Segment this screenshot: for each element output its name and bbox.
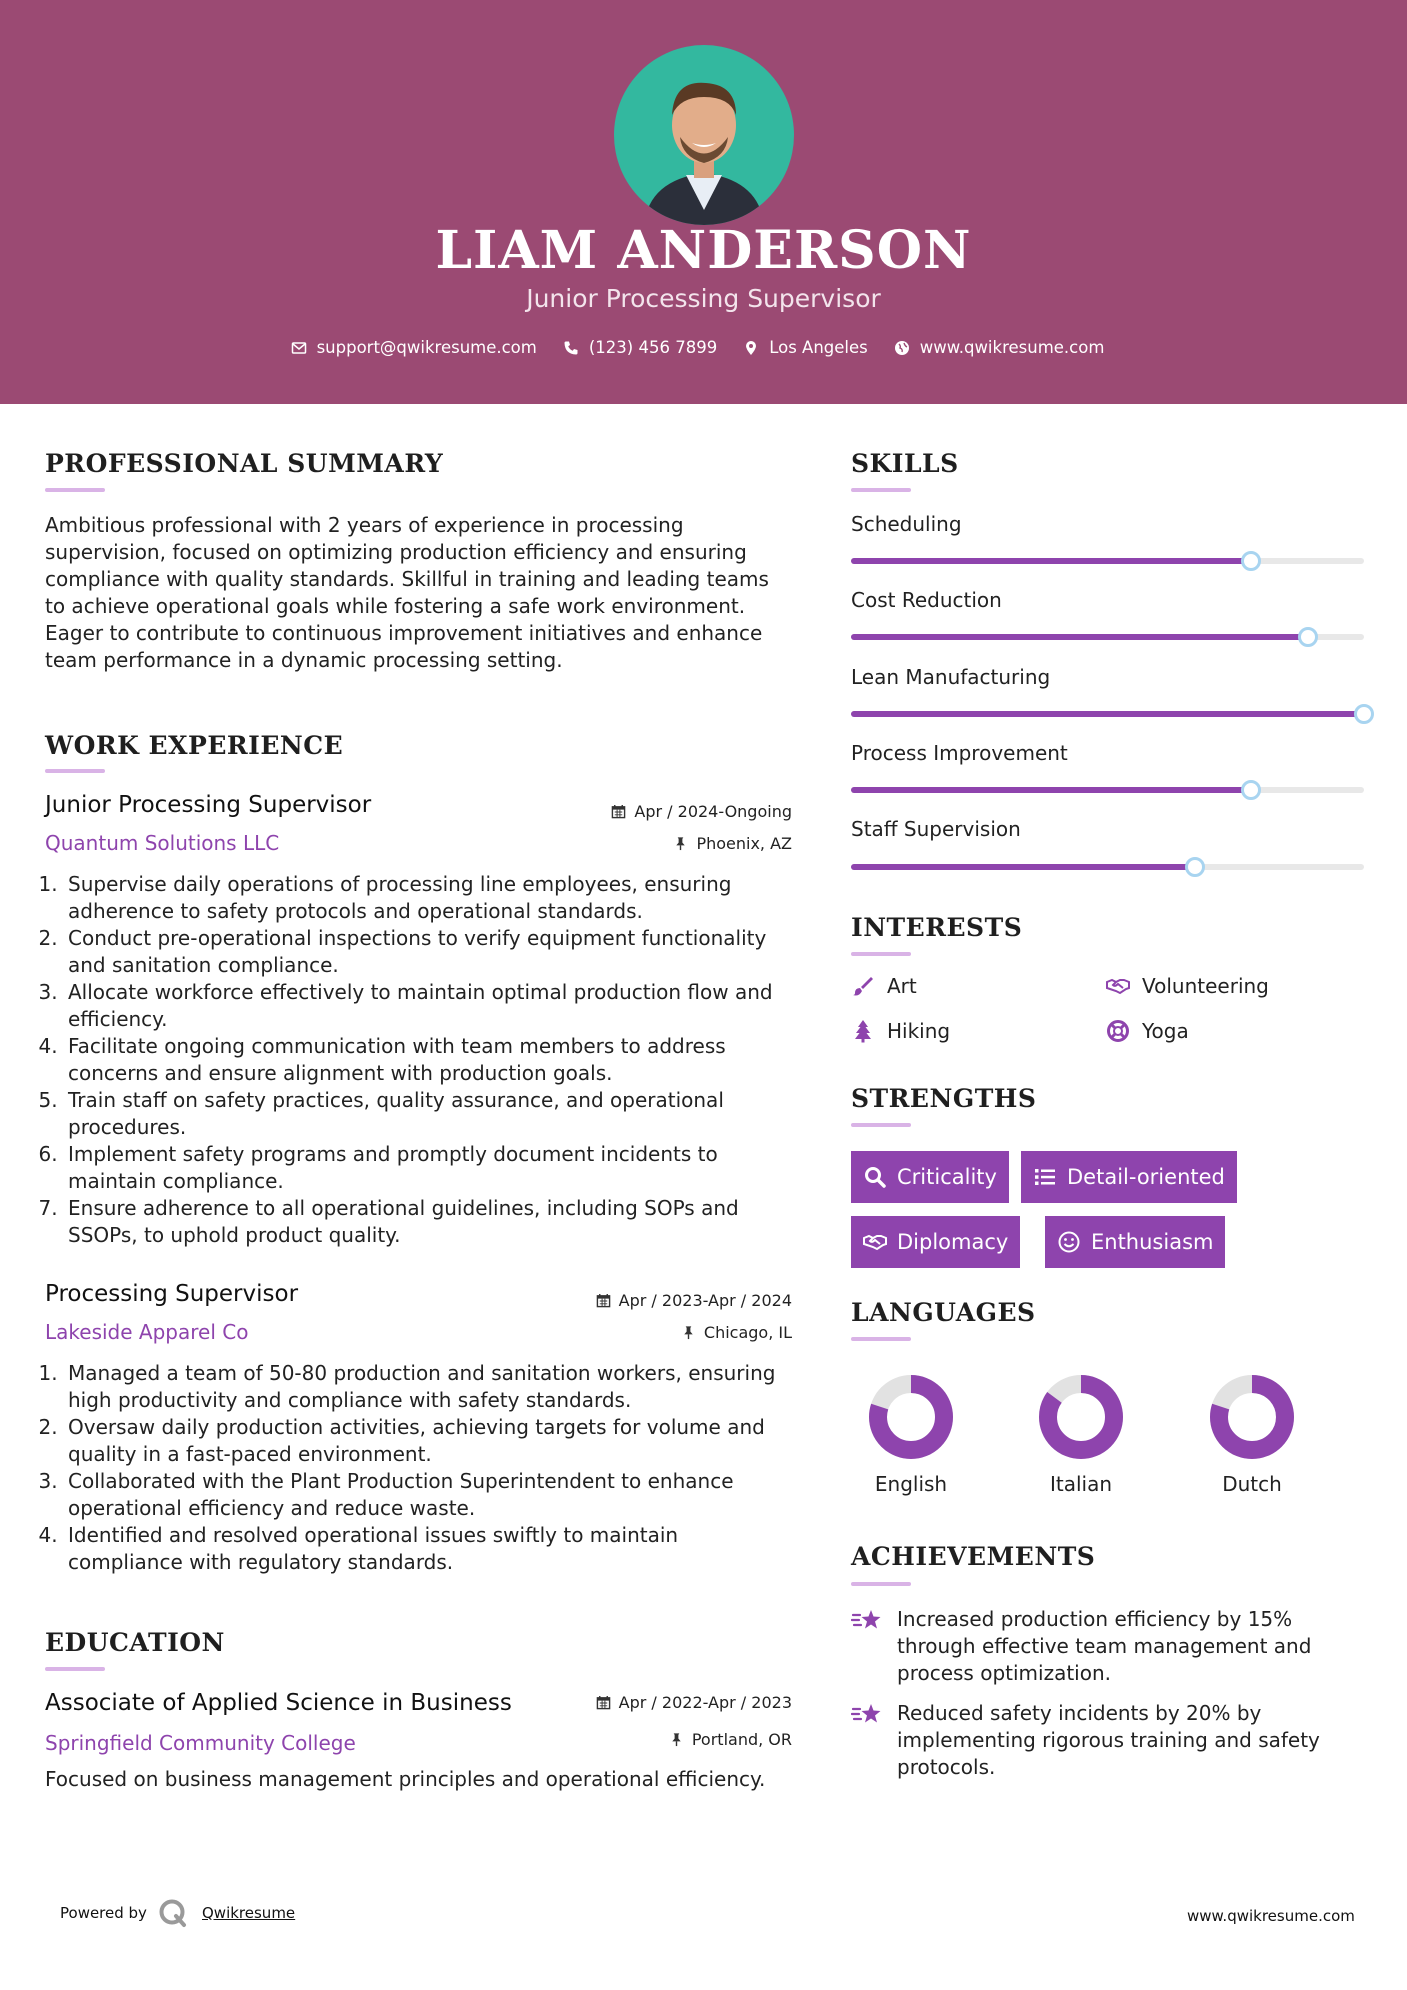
contact-location xyxy=(743,338,868,357)
header-banner xyxy=(0,0,1407,404)
pushpin-icon xyxy=(673,836,688,851)
list-item: 1. Supervise daily operations of processing line employees, ensuring adherence to safety protocols and operational standards. xyxy=(64,871,785,925)
calendar-icon xyxy=(596,1293,611,1308)
interest-item xyxy=(851,974,917,998)
experience-underline xyxy=(45,769,105,773)
job-company: Lakeside Apparel Co xyxy=(45,1320,249,1344)
contact-website[interactable] xyxy=(894,338,1105,357)
interest-label: Yoga xyxy=(1142,1019,1189,1043)
qwikresume-logo-icon xyxy=(158,1898,188,1928)
strength-badge xyxy=(1045,1216,1225,1268)
interests-underline xyxy=(851,952,911,956)
job-location xyxy=(500,1323,792,1342)
handshake-icon xyxy=(1106,974,1130,998)
skill-bar xyxy=(851,634,1364,640)
job-date-text: Apr / 2023-Apr / 2024 xyxy=(618,1291,792,1310)
skill-bar-knob xyxy=(1185,857,1205,877)
language-item xyxy=(1021,1372,1141,1496)
language-donut-chart xyxy=(1036,1372,1126,1462)
education-date xyxy=(500,1693,792,1712)
profile-photo xyxy=(614,45,794,225)
strength-label: Criticality xyxy=(897,1165,997,1189)
skill-bar-knob xyxy=(1298,627,1318,647)
skill-bar xyxy=(851,711,1364,717)
contact-phone[interactable] xyxy=(563,338,717,357)
strength-label: Enthusiasm xyxy=(1091,1230,1214,1254)
paintbrush-icon xyxy=(851,974,875,998)
job-date xyxy=(500,1291,792,1310)
achievement-text: Increased production efficiency by 15% through effective team management and process optimization. xyxy=(897,1607,1312,1685)
job-location-text: Phoenix, AZ xyxy=(696,834,792,853)
search-icon xyxy=(863,1165,887,1189)
strengths-heading: STRENGTHS xyxy=(851,1084,1037,1113)
interest-item xyxy=(1106,1019,1189,1043)
summary-underline xyxy=(45,488,105,492)
skill-bar-fill xyxy=(851,787,1251,793)
summary-text: Ambitious professional with 2 years of experience in processing supervision, focused on optimizing production efficiency and ensuring compliance with quality standards. Skillful in training and leading teams to achieve operational goals while fostering a safe work environment. Eager to contribute to continuous improvement initiatives and enhance team performance in a dynamic processing setting. xyxy=(45,513,769,672)
globe-icon xyxy=(894,340,910,356)
education-description: Focused on business management principles and operational efficiency. xyxy=(45,1767,766,1791)
job-date-text: Apr / 2024-Ongoing xyxy=(634,802,792,821)
interest-item xyxy=(1106,974,1269,998)
contact-bar xyxy=(0,338,1407,357)
skill-bar-fill xyxy=(851,558,1251,564)
skill-bar-fill xyxy=(851,634,1308,640)
strength-badge xyxy=(851,1151,1009,1203)
school-name: Springfield Community College xyxy=(45,1731,356,1755)
job-location-text: Chicago, IL xyxy=(703,1323,792,1342)
strength-badge xyxy=(851,1216,1020,1268)
envelope-icon xyxy=(291,340,307,356)
skill-bar-knob xyxy=(1241,780,1261,800)
education-location xyxy=(500,1730,792,1749)
language-label: English xyxy=(874,1472,948,1496)
skill-label: Staff Supervision xyxy=(851,817,1021,841)
job-company: Quantum Solutions LLC xyxy=(45,831,280,855)
calendar-icon xyxy=(611,804,626,819)
achievement-text: Reduced safety incidents by 20% by implementing rigorous training and safety protocols. xyxy=(897,1701,1320,1779)
candidate-title: Junior Processing Supervisor xyxy=(526,284,881,313)
languages-heading: LANGUAGES xyxy=(851,1298,1036,1327)
location-pin-icon xyxy=(743,340,759,356)
phone-icon xyxy=(563,340,579,356)
skills-heading: SKILLS xyxy=(851,449,959,478)
education-date-text: Apr / 2022-Apr / 2023 xyxy=(618,1693,792,1712)
language-item xyxy=(1192,1372,1312,1496)
experience-heading: WORK EXPERIENCE xyxy=(45,731,344,760)
skill-bar xyxy=(851,787,1364,793)
tree-icon xyxy=(851,1019,875,1043)
list-item: 5. Train staff on safety practices, quality assurance, and operational procedures. xyxy=(64,1087,785,1141)
language-label: Italian xyxy=(1049,1472,1113,1496)
strength-label: Detail-oriented xyxy=(1067,1165,1225,1189)
skill-bar-knob xyxy=(1241,551,1261,571)
job-date xyxy=(500,802,792,821)
degree-title: Associate of Applied Science in Business xyxy=(45,1690,512,1716)
job-title: Junior Processing Supervisor xyxy=(45,792,372,818)
language-item xyxy=(851,1372,971,1496)
skill-bar-fill xyxy=(851,864,1195,870)
language-donut-chart xyxy=(866,1372,956,1462)
handshake-icon xyxy=(863,1230,887,1254)
skill-bar-fill xyxy=(851,711,1364,717)
interest-label: Art xyxy=(887,974,917,998)
list-item: 4. Identified and resolved operational issues swiftly to maintain compliance with regulatory standards. xyxy=(64,1522,795,1576)
achievement-item xyxy=(851,1700,1351,1781)
achievement-item xyxy=(851,1606,1351,1687)
interest-label: Hiking xyxy=(887,1019,951,1043)
skill-bar xyxy=(851,558,1364,564)
list-item: 6. Implement safety programs and promptly document incidents to maintain compliance. xyxy=(64,1141,785,1195)
list-item: 3. Collaborated with the Plant Production Superintendent to enhance operational efficiency and reduce waste. xyxy=(64,1468,795,1522)
shooting-star-icon xyxy=(851,1698,883,1730)
pushpin-icon xyxy=(669,1732,684,1747)
strength-badge xyxy=(1021,1151,1237,1203)
calendar-icon xyxy=(596,1695,611,1710)
skill-label: Process Improvement xyxy=(851,741,1068,765)
qwikresume-link[interactable]: Qwikresume xyxy=(202,1904,296,1922)
contact-email[interactable] xyxy=(291,338,537,357)
contact-email-text: support@qwikresume.com xyxy=(316,338,537,357)
strengths-underline xyxy=(851,1123,911,1127)
skill-label: Lean Manufacturing xyxy=(851,665,1051,689)
language-label: Dutch xyxy=(1222,1472,1282,1496)
list-item: 3. Allocate workforce effectively to maintain optimal production flow and efficiency. xyxy=(64,979,785,1033)
skill-bar-knob xyxy=(1354,704,1374,724)
list-item: 2. Conduct pre-operational inspections to verify equipment functionality and sanitation compliance. xyxy=(64,925,785,979)
education-underline xyxy=(45,1667,105,1671)
list-icon xyxy=(1033,1165,1057,1189)
strength-label: Diplomacy xyxy=(897,1230,1009,1254)
skill-label: Scheduling xyxy=(851,512,962,536)
list-item: 4. Facilitate ongoing communication with team members to address concerns and ensure alignment with production goals. xyxy=(64,1033,785,1087)
interest-item xyxy=(851,1019,950,1043)
skills-underline xyxy=(851,488,911,492)
achievements-underline xyxy=(851,1582,911,1586)
summary-heading: PROFESSIONAL SUMMARY xyxy=(45,449,444,478)
interests-heading: INTERESTS xyxy=(851,913,1023,942)
job-title: Processing Supervisor xyxy=(45,1281,299,1307)
education-location-text: Portland, OR xyxy=(691,1730,792,1749)
life-ring-icon xyxy=(1106,1019,1130,1043)
powered-by-label: Powered by xyxy=(60,1904,147,1922)
job-responsibilities xyxy=(45,1360,795,1576)
education-heading: EDUCATION xyxy=(45,1628,225,1657)
contact-website-text: www.qwikresume.com xyxy=(919,338,1105,357)
languages-underline xyxy=(851,1337,911,1341)
job-location xyxy=(500,834,792,853)
language-donut-chart xyxy=(1207,1372,1297,1462)
smile-icon xyxy=(1057,1230,1081,1254)
list-item: 1. Managed a team of 50-80 production and sanitation workers, ensuring high productivity and compliance with safety standards. xyxy=(64,1360,795,1414)
contact-phone-text: (123) 456 7899 xyxy=(588,338,718,357)
contact-location-text: Los Angeles xyxy=(769,338,868,357)
skill-label: Cost Reduction xyxy=(851,588,1002,612)
footer-website[interactable]: www.qwikresume.com xyxy=(1187,1907,1355,1925)
candidate-name: LIAM ANDERSON xyxy=(435,220,972,281)
interest-label: Volunteering xyxy=(1142,974,1269,998)
list-item: 2. Oversaw daily production activities, achieving targets for volume and quality in a fast-paced environment. xyxy=(64,1414,795,1468)
achievements-heading: ACHIEVEMENTS xyxy=(851,1542,1096,1571)
list-item: 7. Ensure adherence to all operational guidelines, including SOPs and SSOPs, to uphold product quality. xyxy=(64,1195,785,1249)
job-responsibilities xyxy=(45,871,785,1249)
pushpin-icon xyxy=(681,1325,696,1340)
shooting-star-icon xyxy=(851,1604,883,1636)
skill-bar xyxy=(851,864,1364,870)
